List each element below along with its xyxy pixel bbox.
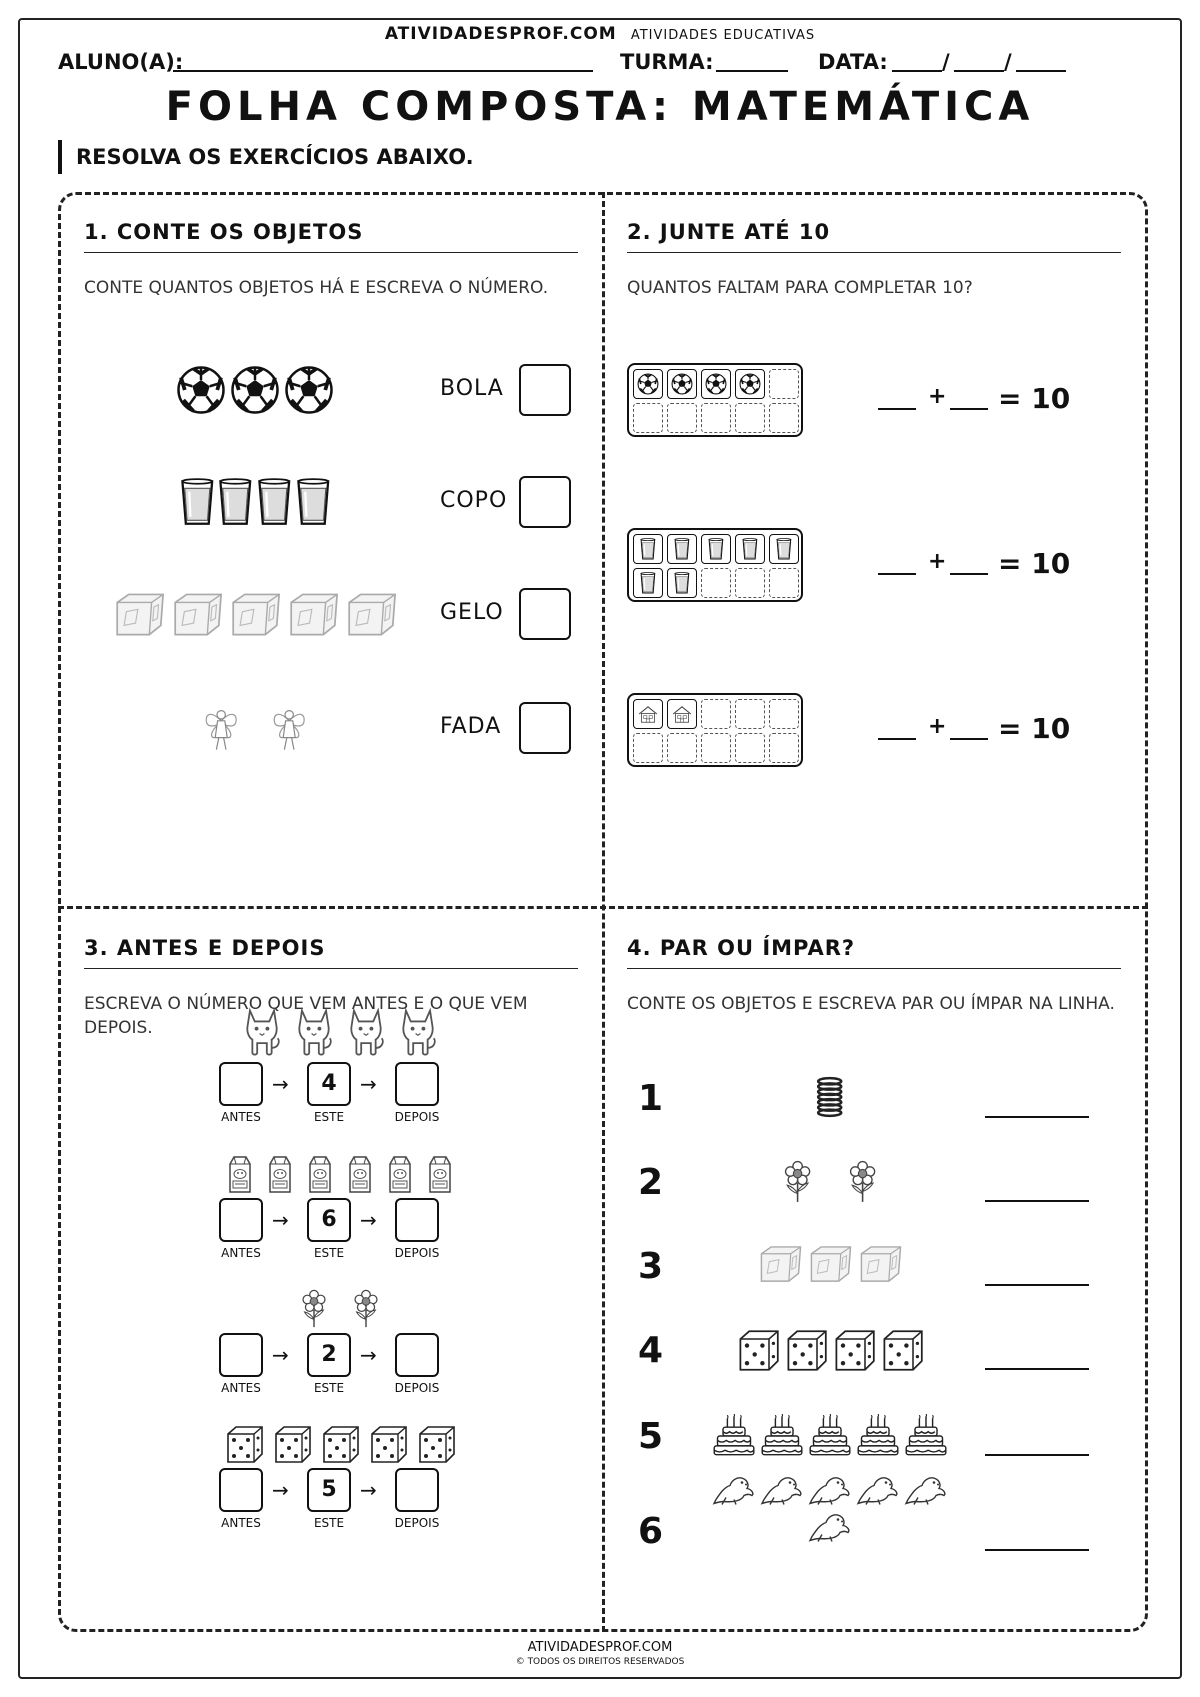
cake-icon bbox=[856, 1414, 900, 1458]
ice-cube-icon bbox=[228, 591, 282, 637]
cat-icon bbox=[240, 1007, 284, 1058]
section3-description: ESCREVA O NÚMERO QUE VEM ANTES E O QUE VEM DEPOIS. bbox=[84, 994, 528, 1038]
data-year-line[interactable] bbox=[1016, 70, 1066, 72]
cat-icon bbox=[292, 1007, 336, 1058]
soccer-ball-icon bbox=[705, 373, 727, 395]
soccer-ball-icon bbox=[176, 365, 226, 415]
section4-title: 4. PAR OU ÍMPAR? bbox=[627, 936, 1121, 969]
milk-carton-icon bbox=[224, 1154, 256, 1194]
object-group bbox=[700, 1076, 960, 1118]
addend-blank-1[interactable] bbox=[878, 408, 916, 410]
glass-icon bbox=[180, 478, 215, 526]
footer-site: ATIVIDADESPROF.COM bbox=[527, 1640, 673, 1655]
equals-ten: = 10 bbox=[998, 382, 1071, 415]
milk-carton-icon bbox=[304, 1154, 336, 1194]
object-group bbox=[90, 698, 420, 758]
addend-blank-2[interactable] bbox=[950, 738, 988, 740]
ten-frame-cell-empty bbox=[667, 733, 697, 763]
object-group bbox=[700, 1244, 960, 1283]
par-impar-answer-line[interactable] bbox=[985, 1200, 1089, 1202]
ten-frame-cell-filled bbox=[735, 534, 765, 564]
addend-blank-2[interactable] bbox=[950, 408, 988, 410]
aluno-label: ALUNO(A): bbox=[58, 50, 184, 74]
data-slash-2: / bbox=[1004, 50, 1012, 74]
ten-frame-cell-filled bbox=[701, 369, 731, 399]
count-answer-box[interactable] bbox=[519, 702, 571, 754]
ten-frame-cell-empty bbox=[701, 403, 731, 433]
dice-icon bbox=[416, 1424, 456, 1464]
glass-icon bbox=[257, 478, 292, 526]
fairy-icon bbox=[202, 704, 240, 752]
milk-carton-icon bbox=[384, 1154, 416, 1194]
object-group bbox=[700, 1414, 960, 1458]
row-number: 2 bbox=[638, 1162, 664, 1203]
ten-frame-cell-empty bbox=[769, 403, 799, 433]
object-group bbox=[700, 1473, 960, 1543]
turma-label: TURMA: bbox=[620, 50, 714, 74]
object-label: GELO bbox=[440, 600, 504, 625]
data-label: DATA: bbox=[818, 50, 888, 74]
cake-icon bbox=[808, 1414, 852, 1458]
object-group bbox=[700, 1328, 960, 1372]
seal-icon bbox=[808, 1510, 852, 1543]
ten-frame-cell-empty bbox=[735, 733, 765, 763]
ten-frame-cell-filled bbox=[701, 534, 731, 564]
current-number-box: 5 bbox=[307, 1468, 351, 1512]
ten-frame-cell-empty bbox=[735, 699, 765, 729]
ten-frame bbox=[627, 693, 803, 767]
glass-icon bbox=[640, 538, 656, 560]
glass-icon bbox=[776, 538, 792, 560]
ten-frame-cell-empty bbox=[701, 699, 731, 729]
current-label: ESTE bbox=[313, 1110, 345, 1124]
equals-ten: = 10 bbox=[998, 547, 1071, 580]
page-title: FOLHA COMPOSTA: MATEMÁTICA bbox=[165, 84, 1035, 130]
flower-icon bbox=[780, 1160, 815, 1204]
object-group bbox=[90, 360, 420, 420]
row-number: 4 bbox=[638, 1330, 664, 1371]
dice-icon bbox=[272, 1424, 312, 1464]
ten-frame-cell-filled bbox=[667, 568, 697, 598]
ten-frame-cell-filled bbox=[633, 534, 663, 564]
par-impar-answer-line[interactable] bbox=[985, 1454, 1089, 1456]
ice-cube-icon bbox=[857, 1244, 903, 1283]
ten-frame bbox=[627, 363, 803, 437]
seal-icon bbox=[712, 1473, 756, 1506]
ten-frame-cell-filled bbox=[735, 369, 765, 399]
before-label: ANTES bbox=[221, 1246, 261, 1260]
dice-icon bbox=[832, 1328, 876, 1372]
arrow-icon: → bbox=[272, 1343, 289, 1367]
count-answer-box[interactable] bbox=[519, 476, 571, 528]
ten-frame-cell-empty bbox=[769, 568, 799, 598]
arrow-icon: → bbox=[272, 1072, 289, 1096]
dice-icon bbox=[368, 1424, 408, 1464]
ice-cube-icon bbox=[112, 591, 166, 637]
current-label: ESTE bbox=[313, 1381, 345, 1395]
count-answer-box[interactable] bbox=[519, 588, 571, 640]
ten-frame-cell-filled bbox=[667, 534, 697, 564]
instruction: RESOLVA OS EXERCÍCIOS ABAIXO. bbox=[58, 140, 474, 174]
ten-frame-cell-empty bbox=[701, 568, 731, 598]
seal-icon bbox=[904, 1473, 948, 1506]
flower-icon bbox=[350, 1289, 382, 1329]
object-label: BOLA bbox=[440, 376, 504, 401]
cake-icon bbox=[712, 1414, 756, 1458]
after-label: DEPOIS bbox=[394, 1246, 440, 1260]
ice-cube-icon bbox=[286, 591, 340, 637]
house-icon bbox=[637, 703, 659, 725]
site-tagline: ATIVIDADES EDUCATIVAS bbox=[630, 28, 816, 43]
before-answer-box[interactable] bbox=[219, 1333, 263, 1377]
addend-blank-1[interactable] bbox=[878, 738, 916, 740]
soccer-ball-icon bbox=[637, 373, 659, 395]
turma-line[interactable] bbox=[716, 70, 788, 72]
horizontal-divider bbox=[58, 906, 1148, 909]
object-group bbox=[180, 1412, 500, 1464]
cat-icon bbox=[344, 1007, 388, 1058]
ten-frame-cell-empty bbox=[769, 733, 799, 763]
soccer-ball-icon bbox=[230, 365, 280, 415]
ten-frame-cell-empty bbox=[769, 699, 799, 729]
object-group bbox=[90, 584, 420, 644]
ten-frame-cell-empty bbox=[633, 733, 663, 763]
glass-icon bbox=[296, 478, 331, 526]
row-number: 1 bbox=[638, 1078, 664, 1119]
section4-description: CONTE OS OBJETOS E ESCREVA PAR OU ÍMPAR NA LINHA. bbox=[627, 994, 1115, 1014]
plus-sign: + bbox=[928, 549, 947, 574]
flower-icon bbox=[298, 1289, 330, 1329]
par-impar-answer-line[interactable] bbox=[985, 1116, 1089, 1118]
object-label: COPO bbox=[440, 488, 508, 513]
seal-icon bbox=[760, 1473, 804, 1506]
vertical-divider bbox=[602, 192, 605, 1632]
arrow-icon: → bbox=[360, 1072, 377, 1096]
arrow-icon: → bbox=[360, 1343, 377, 1367]
student-info-row bbox=[58, 50, 1148, 80]
aluno-line[interactable] bbox=[173, 70, 593, 72]
current-number-box: 4 bbox=[307, 1062, 351, 1106]
ten-frame bbox=[627, 528, 803, 602]
ten-frame-cell-filled bbox=[633, 369, 663, 399]
soccer-ball-icon bbox=[671, 373, 693, 395]
glass-icon bbox=[742, 538, 758, 560]
before-label: ANTES bbox=[221, 1516, 261, 1530]
site-name: ATIVIDADESPROF.COM bbox=[384, 24, 617, 44]
addend-blank-1[interactable] bbox=[878, 573, 916, 575]
ice-cube-icon bbox=[757, 1244, 803, 1283]
plus-sign: + bbox=[928, 714, 947, 739]
after-label: DEPOIS bbox=[394, 1110, 440, 1124]
ten-frame-cell-empty bbox=[735, 403, 765, 433]
ice-cube-icon bbox=[807, 1244, 853, 1283]
arrow-icon: → bbox=[272, 1478, 289, 1502]
soccer-ball-icon bbox=[284, 365, 334, 415]
glass-icon bbox=[674, 572, 690, 594]
ten-frame-cell-filled bbox=[667, 699, 697, 729]
before-answer-box[interactable] bbox=[219, 1468, 263, 1512]
after-answer-box[interactable] bbox=[395, 1333, 439, 1377]
ten-frame-cell-empty bbox=[769, 369, 799, 399]
ten-frame-cell-empty bbox=[633, 403, 663, 433]
data-day-line[interactable] bbox=[892, 70, 942, 72]
ice-cube-icon bbox=[170, 591, 224, 637]
par-impar-answer-line[interactable] bbox=[985, 1284, 1089, 1286]
glass-icon bbox=[640, 572, 656, 594]
ten-frame-cell-filled bbox=[667, 369, 697, 399]
flower-icon bbox=[845, 1160, 880, 1204]
equals-ten: = 10 bbox=[998, 712, 1071, 745]
seal-icon bbox=[856, 1473, 900, 1506]
cat-icon bbox=[396, 1007, 440, 1058]
section1-title: 1. CONTE OS OBJETOS bbox=[84, 220, 578, 253]
after-label: DEPOIS bbox=[394, 1516, 440, 1530]
object-group bbox=[180, 1006, 500, 1058]
fairy-icon bbox=[270, 704, 308, 752]
house-icon bbox=[671, 703, 693, 725]
before-answer-box[interactable] bbox=[219, 1062, 263, 1106]
current-number-box: 6 bbox=[307, 1198, 351, 1242]
row-number: 3 bbox=[638, 1246, 664, 1287]
ten-frame-cell-filled bbox=[633, 699, 663, 729]
milk-carton-icon bbox=[424, 1154, 456, 1194]
addend-blank-2[interactable] bbox=[950, 573, 988, 575]
object-group bbox=[180, 1142, 500, 1194]
glass-icon bbox=[218, 478, 253, 526]
section1-description: CONTE QUANTOS OBJETOS HÁ E ESCREVA O NÚMERO. bbox=[84, 278, 549, 298]
arrow-icon: → bbox=[360, 1478, 377, 1502]
before-answer-box[interactable] bbox=[219, 1198, 263, 1242]
arrow-icon: → bbox=[272, 1208, 289, 1232]
footer bbox=[0, 1640, 1200, 1667]
dice-icon bbox=[224, 1424, 264, 1464]
site-header bbox=[0, 24, 1200, 44]
section2-description: QUANTOS FALTAM PARA COMPLETAR 10? bbox=[627, 278, 973, 298]
milk-carton-icon bbox=[264, 1154, 296, 1194]
par-impar-answer-line[interactable] bbox=[985, 1368, 1089, 1370]
after-label: DEPOIS bbox=[394, 1381, 440, 1395]
current-label: ESTE bbox=[313, 1246, 345, 1260]
glass-icon bbox=[708, 538, 724, 560]
dice-icon bbox=[784, 1328, 828, 1372]
cake-icon bbox=[904, 1414, 948, 1458]
cake-icon bbox=[760, 1414, 804, 1458]
current-label: ESTE bbox=[313, 1516, 345, 1530]
data-month-line[interactable] bbox=[954, 70, 1004, 72]
ten-frame-cell-empty bbox=[667, 403, 697, 433]
dice-icon bbox=[320, 1424, 360, 1464]
object-group bbox=[180, 1277, 500, 1329]
count-answer-box[interactable] bbox=[519, 364, 571, 416]
arrow-icon: → bbox=[360, 1208, 377, 1232]
object-label: FADA bbox=[440, 714, 502, 739]
ten-frame-cell-empty bbox=[701, 733, 731, 763]
plus-sign: + bbox=[928, 384, 947, 409]
dice-icon bbox=[880, 1328, 924, 1372]
ten-frame-cell-filled bbox=[769, 534, 799, 564]
object-group bbox=[700, 1160, 960, 1204]
ten-frame-cell-filled bbox=[633, 568, 663, 598]
section3-title: 3. ANTES E DEPOIS bbox=[84, 936, 578, 969]
row-number: 6 bbox=[638, 1511, 664, 1552]
spring-icon bbox=[815, 1076, 844, 1118]
par-impar-answer-line[interactable] bbox=[985, 1549, 1089, 1551]
before-label: ANTES bbox=[221, 1110, 261, 1124]
section2-title: 2. JUNTE ATÉ 10 bbox=[627, 220, 1121, 253]
glass-icon bbox=[674, 538, 690, 560]
after-answer-box[interactable] bbox=[395, 1468, 439, 1512]
object-group bbox=[90, 472, 420, 532]
footer-rights: © TODOS OS DIREITOS RESERVADOS bbox=[515, 1657, 685, 1667]
current-number-box: 2 bbox=[307, 1333, 351, 1377]
row-number: 5 bbox=[638, 1416, 664, 1457]
milk-carton-icon bbox=[344, 1154, 376, 1194]
ten-frame-cell-empty bbox=[735, 568, 765, 598]
before-label: ANTES bbox=[221, 1381, 261, 1395]
after-answer-box[interactable] bbox=[395, 1198, 439, 1242]
seal-icon bbox=[808, 1473, 852, 1506]
data-slash-1: / bbox=[942, 50, 950, 74]
dice-icon bbox=[736, 1328, 780, 1372]
soccer-ball-icon bbox=[739, 373, 761, 395]
ice-cube-icon bbox=[344, 591, 398, 637]
after-answer-box[interactable] bbox=[395, 1062, 439, 1106]
